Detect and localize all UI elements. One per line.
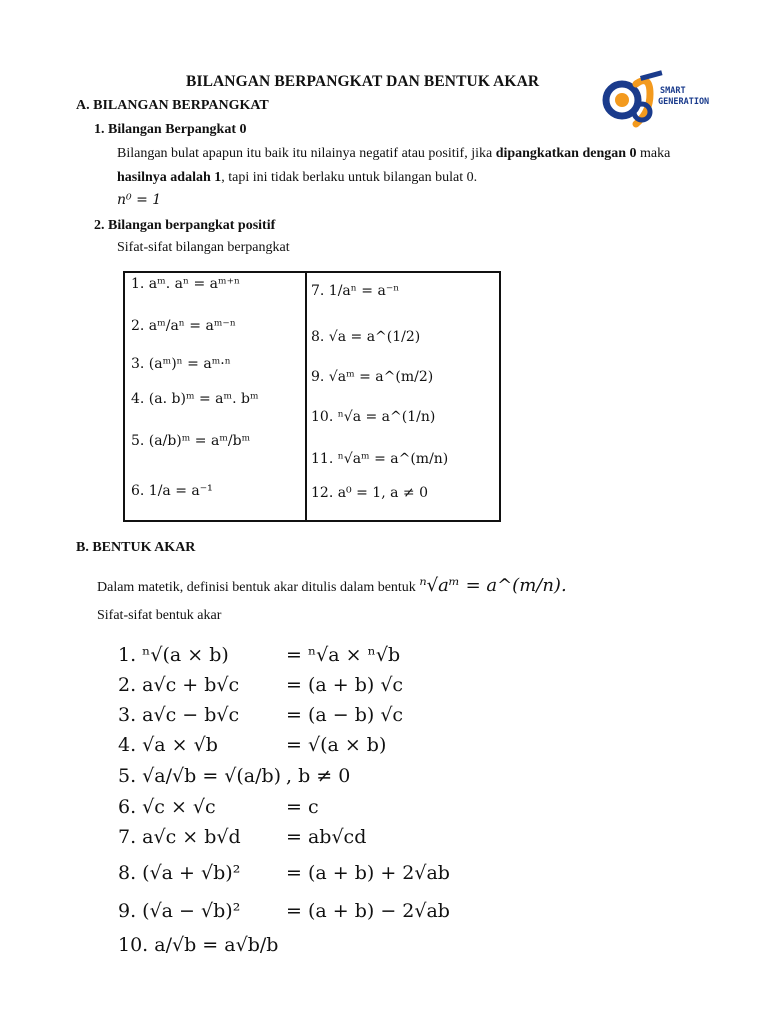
zero-power-formula: n⁰ = 1 xyxy=(117,192,162,208)
row-rhs: = c xyxy=(286,796,319,818)
exponent-properties-table xyxy=(123,271,501,522)
para-bold-text: hasilnya adalah 1 xyxy=(117,170,222,185)
row-lhs: 6. √c × √c xyxy=(118,796,216,818)
row-lhs: 2. a√c + b√c xyxy=(118,674,240,696)
property-7: 7. 1/aⁿ = a⁻ⁿ xyxy=(311,283,400,299)
radical-definition xyxy=(97,574,567,600)
para-bold-text: dipangkatkan dengan 0 xyxy=(495,146,637,161)
property-2: 2. aᵐ/aⁿ = aᵐ⁻ⁿ xyxy=(131,318,236,334)
subsection-1-paragraph xyxy=(117,142,717,190)
row-rhs: , b ≠ 0 xyxy=(286,765,351,787)
table-divider xyxy=(305,273,307,520)
property-9: 9. √aᵐ = a^(m/2) xyxy=(311,369,434,385)
row-lhs: 7. a√c × b√d xyxy=(118,826,241,848)
property-5: 5. (a/b)ᵐ = aᵐ/bᵐ xyxy=(131,433,251,449)
subsection-1-heading: 1. Bilangan Berpangkat 0 xyxy=(94,122,247,137)
row-rhs: = (a + b) √c xyxy=(286,674,404,696)
row-lhs: 3. a√c − b√c xyxy=(118,704,240,726)
property-1: 1. aᵐ. aⁿ = aᵐ⁺ⁿ xyxy=(131,276,241,292)
section-b-heading: B. BENTUK AKAR xyxy=(76,540,196,555)
logo-text-generation: GENERATION xyxy=(658,97,710,107)
property-12: 12. a⁰ = 1, a ≠ 0 xyxy=(311,485,428,501)
para-text: , tapi ini tidak berlaku untuk bilangan bulat 0. xyxy=(221,170,478,185)
property-8: 8. √a = a^(1/2) xyxy=(311,329,421,345)
row-rhs: = ⁿ√a × ⁿ√b xyxy=(286,644,401,666)
property-4: 4. (a. b)ᵐ = aᵐ. bᵐ xyxy=(131,391,259,407)
row-lhs: 9. (√a − √b)² xyxy=(118,900,241,922)
row-rhs: = (a + b) + 2√ab xyxy=(286,862,450,884)
smart-generation-logo-icon xyxy=(602,70,722,130)
subsection-2-intro: Sifat-sifat bilangan berpangkat xyxy=(117,240,290,255)
para-text: Bilangan bulat apapun itu baik itu nilainya negatif atau positif, jika xyxy=(117,146,496,161)
property-11: 11. ⁿ√aᵐ = a^(m/n) xyxy=(311,451,449,467)
row-rhs: = ab√cd xyxy=(286,826,367,848)
row-lhs: 10. a/√b = a√b/b xyxy=(118,934,279,956)
para-text: maka xyxy=(636,146,671,161)
property-3: 3. (aᵐ)ⁿ = aᵐ·ⁿ xyxy=(131,356,231,372)
row-rhs: = (a − b) √c xyxy=(286,704,404,726)
row-rhs: = (a + b) − 2√ab xyxy=(286,900,450,922)
logo-text-smart: SMART xyxy=(660,86,686,96)
row-rhs: = √(a × b) xyxy=(286,734,387,756)
definition-text: Dalam matetik, definisi bentuk akar ditulis dalam bentuk xyxy=(97,580,420,595)
row-lhs: 5. √a/√b = √(a/b) xyxy=(118,765,282,787)
subsection-2-heading: 2. Bilangan berpangkat positif xyxy=(94,218,276,233)
section-a-heading: A. BILANGAN BERPANGKAT xyxy=(76,98,269,113)
smart-generation-logo xyxy=(602,70,722,130)
property-6: 6. 1/a = a⁻¹ xyxy=(131,483,213,499)
page-title: BILANGAN BERPANGKAT DAN BENTUK AKAR xyxy=(186,73,540,90)
section-b-intro: Sifat-sifat bentuk akar xyxy=(97,608,222,623)
definition-formula: ⁿ√aᵐ = a^(m/n). xyxy=(419,575,567,596)
row-lhs: 8. (√a + √b)² xyxy=(118,862,241,884)
property-10: 10. ⁿ√a = a^(1/n) xyxy=(311,409,436,425)
row-lhs: 1. ⁿ√(a × b) xyxy=(118,644,229,666)
row-lhs: 4. √a × √b xyxy=(118,734,218,756)
